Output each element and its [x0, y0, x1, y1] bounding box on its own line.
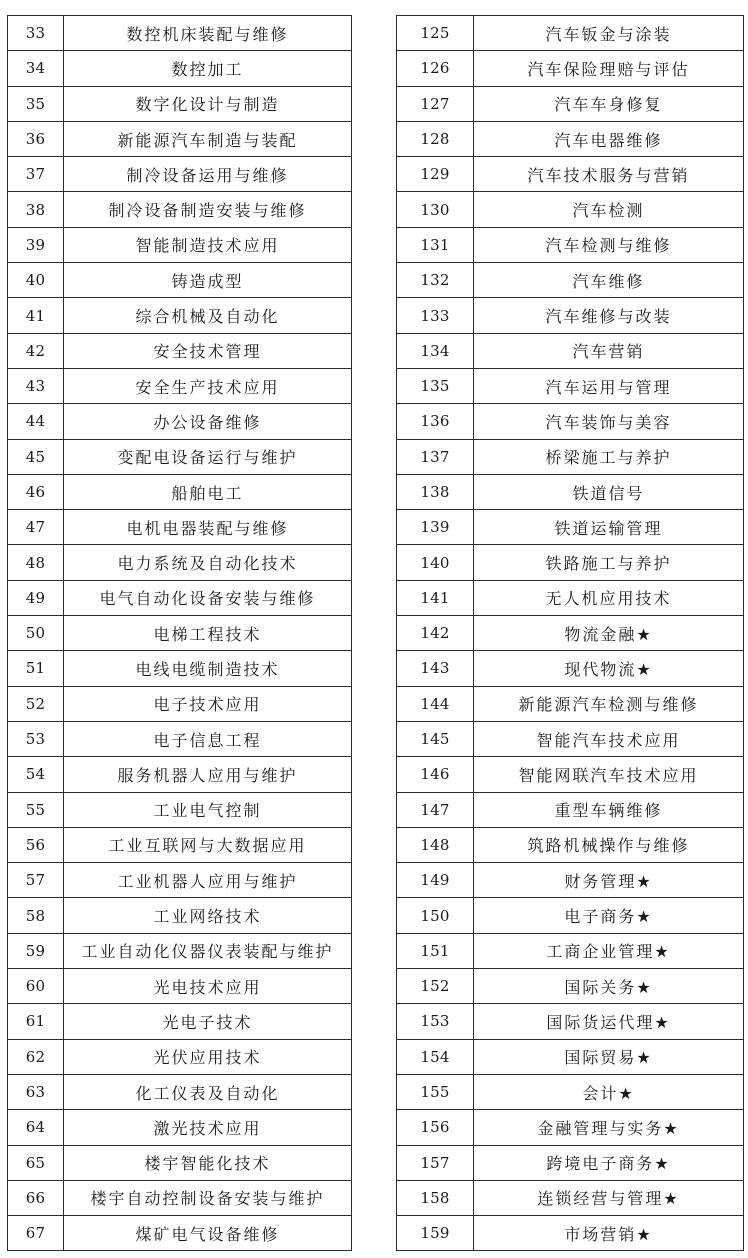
row-number: 140 [397, 545, 474, 580]
row-number: 127 [397, 86, 474, 121]
row-number: 136 [397, 404, 474, 439]
major-name: 汽车装饰与美容 [474, 404, 744, 439]
row-number: 40 [8, 263, 64, 298]
table-row [397, 333, 744, 368]
row-number: 41 [8, 298, 64, 333]
major-name: 工业自动化仪器仪表装配与维护 [64, 933, 352, 968]
major-list-table-left [7, 15, 352, 1251]
row-number: 45 [8, 439, 64, 474]
major-name: 汽车维修与改装 [474, 298, 744, 333]
major-name: 楼宇自动控制设备安装与维护 [64, 1180, 352, 1215]
major-name: 安全生产技术应用 [64, 368, 352, 403]
row-number: 130 [397, 192, 474, 227]
row-number: 52 [8, 686, 64, 721]
major-name: 汽车技术服务与营销 [474, 157, 744, 192]
row-number: 57 [8, 863, 64, 898]
table-row [8, 1110, 352, 1145]
major-name: 光电子技术 [64, 1004, 352, 1039]
table-row [8, 863, 352, 898]
row-number: 132 [397, 263, 474, 298]
table-row [8, 1039, 352, 1074]
table-row [397, 368, 744, 403]
table-row [397, 969, 744, 1004]
row-number: 128 [397, 121, 474, 156]
table-row [8, 368, 352, 403]
row-number: 64 [8, 1110, 64, 1145]
table-row [397, 580, 744, 615]
row-number: 62 [8, 1039, 64, 1074]
row-number: 35 [8, 86, 64, 121]
major-name: 现代物流★ [474, 651, 744, 686]
table-row [397, 721, 744, 756]
major-name: 工业互联网与大数据应用 [64, 827, 352, 862]
major-name: 无人机应用技术 [474, 580, 744, 615]
row-number: 60 [8, 969, 64, 1004]
table-row [8, 404, 352, 439]
major-name: 楼宇智能化技术 [64, 1145, 352, 1180]
table-row [397, 1216, 744, 1251]
major-name: 数控机床装配与维修 [64, 16, 352, 51]
table-row [397, 1180, 744, 1215]
row-number: 43 [8, 368, 64, 403]
row-number: 143 [397, 651, 474, 686]
major-name: 桥梁施工与养护 [474, 439, 744, 474]
major-list-table-right [396, 15, 744, 1251]
major-name: 市场营销★ [474, 1216, 744, 1251]
major-name: 重型车辆维修 [474, 792, 744, 827]
table-row [8, 86, 352, 121]
row-number: 50 [8, 616, 64, 651]
major-name: 船舶电工 [64, 474, 352, 509]
row-number: 133 [397, 298, 474, 333]
table-row [397, 474, 744, 509]
table-row [397, 51, 744, 86]
row-number: 146 [397, 757, 474, 792]
major-name: 电子技术应用 [64, 686, 352, 721]
row-number: 134 [397, 333, 474, 368]
major-name: 汽车保险理赔与评估 [474, 51, 744, 86]
row-number: 144 [397, 686, 474, 721]
table-row [397, 192, 744, 227]
table-row [8, 1074, 352, 1109]
major-name: 服务机器人应用与维护 [64, 757, 352, 792]
major-name: 国际贸易★ [474, 1039, 744, 1074]
row-number: 129 [397, 157, 474, 192]
table-row [397, 898, 744, 933]
major-name: 智能汽车技术应用 [474, 721, 744, 756]
row-number: 63 [8, 1074, 64, 1109]
major-name: 办公设备维修 [64, 404, 352, 439]
row-number: 59 [8, 933, 64, 968]
table-row [8, 439, 352, 474]
row-number: 153 [397, 1004, 474, 1039]
table-row [397, 439, 744, 474]
table-row [8, 510, 352, 545]
major-name: 金融管理与实务★ [474, 1110, 744, 1145]
major-name: 数字化设计与制造 [64, 86, 352, 121]
table-row [397, 1039, 744, 1074]
table-row [8, 933, 352, 968]
major-name: 电力系统及自动化技术 [64, 545, 352, 580]
major-name: 制冷设备运用与维修 [64, 157, 352, 192]
major-name: 电子商务★ [474, 898, 744, 933]
major-name: 工业电气控制 [64, 792, 352, 827]
table-row [397, 792, 744, 827]
table-row [8, 757, 352, 792]
table-row [8, 121, 352, 156]
row-number: 67 [8, 1216, 64, 1251]
major-name: 数控加工 [64, 51, 352, 86]
table-row [8, 51, 352, 86]
row-number: 150 [397, 898, 474, 933]
table-row [397, 404, 744, 439]
major-name: 汽车检测 [474, 192, 744, 227]
major-name: 汽车运用与管理 [474, 368, 744, 403]
row-number: 131 [397, 227, 474, 262]
table-row [8, 474, 352, 509]
major-name: 电机电器装配与维修 [64, 510, 352, 545]
table-row [397, 86, 744, 121]
major-name: 铸造成型 [64, 263, 352, 298]
row-number: 65 [8, 1145, 64, 1180]
table-row [8, 969, 352, 1004]
major-name: 物流金融★ [474, 616, 744, 651]
major-name: 财务管理★ [474, 863, 744, 898]
major-name: 新能源汽车制造与装配 [64, 121, 352, 156]
table-row [397, 1110, 744, 1145]
row-number: 54 [8, 757, 64, 792]
row-number: 66 [8, 1180, 64, 1215]
table-row [8, 192, 352, 227]
table-row [8, 333, 352, 368]
table-row [8, 16, 352, 51]
major-name: 变配电设备运行与维护 [64, 439, 352, 474]
table-row [397, 510, 744, 545]
row-number: 36 [8, 121, 64, 156]
table-row [8, 827, 352, 862]
row-number: 126 [397, 51, 474, 86]
row-number: 152 [397, 969, 474, 1004]
row-number: 39 [8, 227, 64, 262]
table-row [397, 757, 744, 792]
row-number: 135 [397, 368, 474, 403]
table-row [397, 298, 744, 333]
table-row [8, 1145, 352, 1180]
row-number: 148 [397, 827, 474, 862]
major-name: 电子信息工程 [64, 721, 352, 756]
table-row [397, 545, 744, 580]
major-name: 智能制造技术应用 [64, 227, 352, 262]
major-name: 汽车维修 [474, 263, 744, 298]
row-number: 49 [8, 580, 64, 615]
row-number: 56 [8, 827, 64, 862]
table-row [8, 1216, 352, 1251]
table-row [397, 1004, 744, 1039]
major-name: 电梯工程技术 [64, 616, 352, 651]
row-number: 154 [397, 1039, 474, 1074]
major-name: 跨境电子商务★ [474, 1145, 744, 1180]
major-name: 汽车车身修复 [474, 86, 744, 121]
row-number: 46 [8, 474, 64, 509]
major-name: 铁道运输管理 [474, 510, 744, 545]
table-row [8, 686, 352, 721]
table-row [8, 616, 352, 651]
row-number: 48 [8, 545, 64, 580]
row-number: 145 [397, 721, 474, 756]
table-row [397, 651, 744, 686]
row-number: 151 [397, 933, 474, 968]
major-name: 汽车钣金与涂装 [474, 16, 744, 51]
table-row [8, 157, 352, 192]
major-name: 筑路机械操作与维修 [474, 827, 744, 862]
table-row [397, 616, 744, 651]
major-name: 铁路施工与养护 [474, 545, 744, 580]
major-name: 制冷设备制造安装与维修 [64, 192, 352, 227]
row-number: 55 [8, 792, 64, 827]
row-number: 38 [8, 192, 64, 227]
table-row [8, 792, 352, 827]
row-number: 147 [397, 792, 474, 827]
major-name: 汽车检测与维修 [474, 227, 744, 262]
table-row [8, 898, 352, 933]
table-row [397, 263, 744, 298]
table-body-left [8, 16, 352, 1251]
table-row [8, 1004, 352, 1039]
table-row [397, 1074, 744, 1109]
table-row [8, 580, 352, 615]
major-name: 国际关务★ [474, 969, 744, 1004]
row-number: 141 [397, 580, 474, 615]
major-name: 安全技术管理 [64, 333, 352, 368]
major-name: 工业网络技术 [64, 898, 352, 933]
table-row [397, 827, 744, 862]
row-number: 51 [8, 651, 64, 686]
row-number: 37 [8, 157, 64, 192]
major-name: 连锁经营与管理★ [474, 1180, 744, 1215]
table-row [397, 933, 744, 968]
major-name: 综合机械及自动化 [64, 298, 352, 333]
table-row [397, 686, 744, 721]
table-row [397, 227, 744, 262]
table-body-right [397, 16, 744, 1251]
major-name: 光电技术应用 [64, 969, 352, 1004]
major-name: 汽车电器维修 [474, 121, 744, 156]
row-number: 34 [8, 51, 64, 86]
row-number: 138 [397, 474, 474, 509]
row-number: 149 [397, 863, 474, 898]
major-name: 智能网联汽车技术应用 [474, 757, 744, 792]
major-name: 化工仪表及自动化 [64, 1074, 352, 1109]
major-name: 新能源汽车检测与维修 [474, 686, 744, 721]
table-row [8, 651, 352, 686]
row-number: 53 [8, 721, 64, 756]
row-number: 157 [397, 1145, 474, 1180]
row-number: 44 [8, 404, 64, 439]
major-name: 光伏应用技术 [64, 1039, 352, 1074]
major-name: 国际货运代理★ [474, 1004, 744, 1039]
row-number: 33 [8, 16, 64, 51]
table-row [8, 545, 352, 580]
major-name: 工商企业管理★ [474, 933, 744, 968]
row-number: 58 [8, 898, 64, 933]
row-number: 42 [8, 333, 64, 368]
major-name: 工业机器人应用与维护 [64, 863, 352, 898]
row-number: 137 [397, 439, 474, 474]
major-name: 电气自动化设备安装与维修 [64, 580, 352, 615]
row-number: 47 [8, 510, 64, 545]
table-row [397, 1145, 744, 1180]
row-number: 159 [397, 1216, 474, 1251]
table-row [8, 227, 352, 262]
table-row [8, 263, 352, 298]
major-name: 煤矿电气设备维修 [64, 1216, 352, 1251]
table-row [397, 863, 744, 898]
table-row [397, 121, 744, 156]
row-number: 125 [397, 16, 474, 51]
row-number: 139 [397, 510, 474, 545]
major-name: 汽车营销 [474, 333, 744, 368]
major-name: 激光技术应用 [64, 1110, 352, 1145]
major-name: 铁道信号 [474, 474, 744, 509]
table-row [397, 157, 744, 192]
row-number: 158 [397, 1180, 474, 1215]
table-row [397, 16, 744, 51]
row-number: 156 [397, 1110, 474, 1145]
table-row [8, 721, 352, 756]
row-number: 61 [8, 1004, 64, 1039]
row-number: 155 [397, 1074, 474, 1109]
row-number: 142 [397, 616, 474, 651]
major-name: 会计★ [474, 1074, 744, 1109]
major-name: 电线电缆制造技术 [64, 651, 352, 686]
table-row [8, 1180, 352, 1215]
table-row [8, 298, 352, 333]
